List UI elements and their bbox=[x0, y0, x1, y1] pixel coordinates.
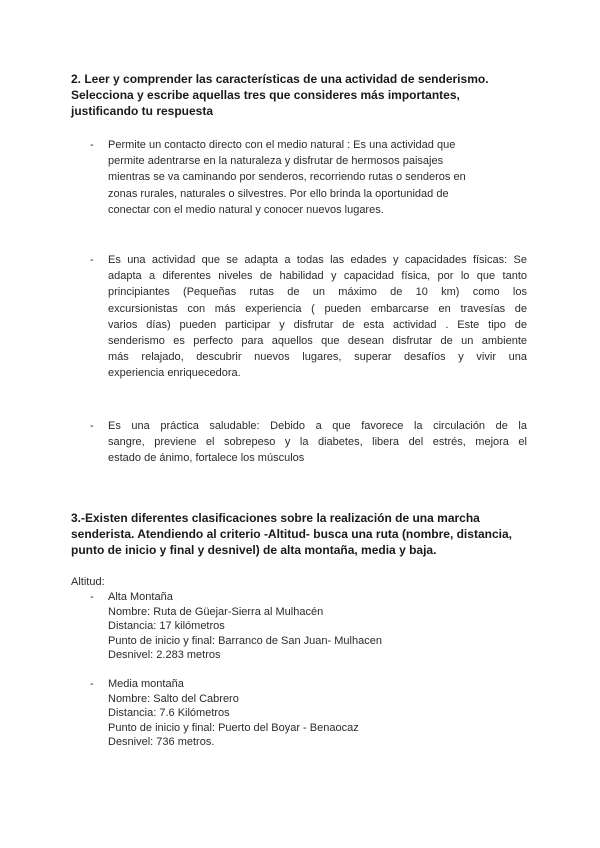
bullet-dash: - bbox=[90, 420, 94, 432]
bullet-dash: - bbox=[90, 678, 94, 690]
text-line: experiencia enriquecedora. bbox=[108, 367, 241, 380]
heading-line: justificando tu respuesta bbox=[71, 104, 214, 118]
text-line: senderismo es perfecto para aquellos que desean disfrutar de un ambiente bbox=[108, 335, 527, 348]
text-line: excursionistas con más experiencia ( pueden embarcarse en travesías de bbox=[108, 302, 527, 315]
route-title: Alta Montaña bbox=[108, 591, 173, 603]
text-line: Es una práctica saludable: Debido a que favorece la circulación de la bbox=[108, 420, 527, 432]
altitud-label: Altitud: bbox=[71, 576, 105, 588]
text-line: principiantes (Pequeñas rutas de un máximo de 10 km) como los bbox=[108, 286, 527, 299]
route-elevation: Desnivel: 2.283 metros bbox=[108, 649, 221, 661]
characteristic-item-1 bbox=[108, 137, 528, 218]
section-2-heading bbox=[71, 71, 533, 119]
heading-line: Selecciona y escribe aquellas tres que consideres más importantes, bbox=[71, 88, 460, 102]
text-line: adapta a diferentes niveles de habilidad y capacidad física, por lo que tanto bbox=[108, 270, 527, 283]
route-alta-montana bbox=[108, 590, 382, 663]
characteristic-item-3 bbox=[108, 418, 527, 467]
heading-line: punto de inicio y final y desnivel) de alta montaña, media y baja. bbox=[71, 543, 437, 557]
text-line: varios días) pueden participar y disfrutar de esta actividad . Este tipo de bbox=[108, 318, 527, 331]
characteristic-item-2 bbox=[108, 252, 527, 382]
text-line: conectar con el medio natural y conocer nuevos lugares. bbox=[108, 203, 384, 216]
heading-line: senderista. Atendiendo al criterio -Altitud- busca una ruta (nombre, distancia, bbox=[71, 527, 512, 541]
text-line: zonas rurales, naturales o silvestres. Por ello brinda la oportunidad de bbox=[108, 187, 449, 200]
route-start-end: Punto de inicio y final: Puerto del Boyar - Benaocaz bbox=[108, 721, 359, 734]
route-elevation: Desnivel: 736 metros. bbox=[108, 736, 215, 748]
route-start-end: Punto de inicio y final: Barranco de San Juan- Mulhacen bbox=[108, 634, 382, 647]
route-media-montana bbox=[108, 677, 359, 750]
route-title: Media montaña bbox=[108, 678, 184, 690]
text-line: más relajado, descubrir nuevos lugares, superar desafíos y vivir una bbox=[108, 351, 527, 364]
text-line: Permite un contacto directo con el medio natural : Es una actividad que bbox=[108, 139, 456, 151]
text-line: Es una actividad que se adapta a todas las edades y capacidades físicas: Se bbox=[108, 254, 527, 266]
section-3-heading bbox=[71, 510, 533, 558]
route-distance: Distancia: 17 kilómetros bbox=[108, 620, 225, 632]
bullet-dash: - bbox=[90, 591, 94, 603]
text-line: permite adentrarse en la naturaleza y disfrutar de hermosos paisajes bbox=[108, 155, 444, 168]
bullet-dash: - bbox=[90, 139, 94, 151]
route-distance: Distancia: 7.6 Kilómetros bbox=[108, 707, 230, 719]
heading-line: 2. Leer y comprender las características de una actividad de senderismo. bbox=[71, 72, 489, 86]
bullet-dash: - bbox=[90, 254, 94, 266]
route-name: Nombre: Salto del Cabrero bbox=[108, 692, 239, 705]
text-line: sangre, previene el sobrepeso y la diabetes, libera del estrés, mejora el bbox=[108, 436, 527, 449]
text-line: estado de ánimo, fortalece los músculos bbox=[108, 452, 305, 465]
text-line: mientras se va caminando por senderos, recorriendo rutas o senderos en bbox=[108, 171, 466, 184]
route-name: Nombre: Ruta de Güejar-Sierra al Mulhacén bbox=[108, 605, 324, 618]
heading-line: 3.-Existen diferentes clasificaciones sobre la realización de una marcha bbox=[71, 511, 480, 525]
